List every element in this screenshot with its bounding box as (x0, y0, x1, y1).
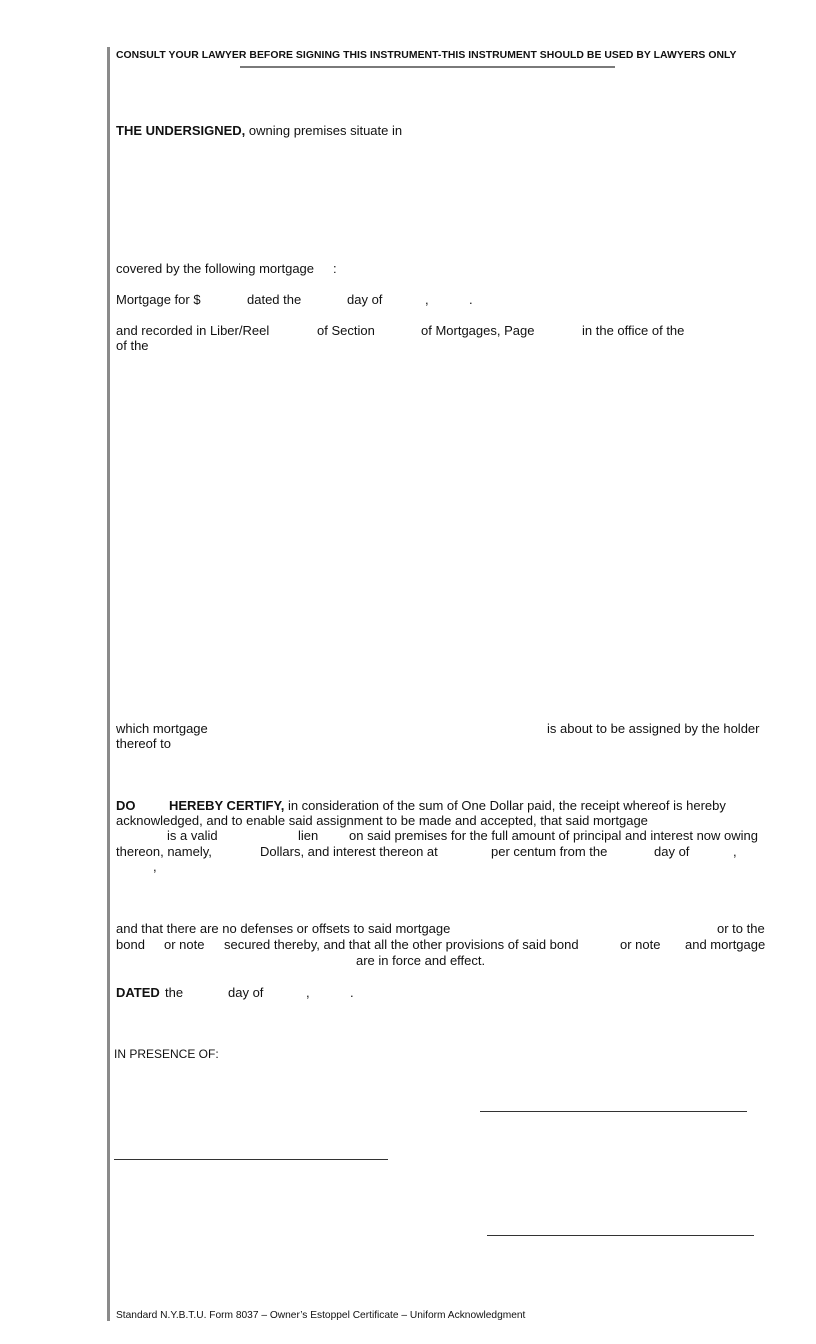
dated-the: the (165, 985, 184, 1000)
hereby-certify-label: HEREBY CERTIFY, (169, 798, 285, 813)
covered-by-text: covered by the following mortgage (116, 261, 315, 276)
certify-line-2: acknowledged, and to enable said assignment to be made and accepted, that said mortgage (116, 813, 648, 828)
dated-label (116, 985, 160, 1000)
undersigned-line (116, 123, 402, 138)
certify-comma-2: , (153, 859, 157, 874)
per-centum-label: per centum from the (491, 844, 608, 859)
in-force-text: are in force and effect. (356, 953, 486, 968)
signature-line-2 (487, 1235, 754, 1236)
mortgage-date-period: . (469, 292, 473, 307)
day-of-label: day of (347, 292, 383, 307)
certify-do (116, 798, 136, 813)
undersigned-label: THE UNDERSIGNED, (116, 123, 246, 138)
warning-header: CONSULT YOUR LAWYER BEFORE SIGNING THIS INSTRUMENT-THIS INSTRUMENT SHOULD BE USED BY LAWYERS ONLY (116, 50, 737, 61)
bond-label: bond (116, 937, 145, 952)
signature-line-1 (480, 1111, 747, 1112)
dated-period: . (350, 985, 354, 1000)
witness-signature-line (114, 1159, 388, 1160)
covered-by-colon: : (333, 261, 337, 276)
which-mortgage-label: which mortgage (116, 721, 208, 736)
thereof-to-label: thereof to (116, 736, 171, 751)
secured-thereby-text: secured thereby, and that all the other provisions of said bond (224, 937, 579, 952)
certify-do-label: DO (116, 798, 136, 813)
dated-bold: DATED (116, 985, 160, 1000)
mortgage-date-comma: , (425, 292, 429, 307)
certify-comma-1: , (733, 844, 737, 859)
of-section-label: of Section (317, 323, 375, 338)
form-footer: Standard N.Y.B.T.U. Form 8037 – Owner’s Estoppel Certificate – Uniform Acknowledgment (116, 1310, 526, 1321)
lien-label: lien (298, 828, 319, 843)
certify-line-1 (169, 798, 769, 813)
dated-comma: , (306, 985, 310, 1000)
left-margin-bar (107, 47, 110, 1321)
or-note-label-1: or note (164, 937, 205, 952)
recorded-in-label: and recorded in Liber/Reel (116, 323, 270, 338)
dated-day-of: day of (228, 985, 264, 1000)
undersigned-text: owning premises situate in (245, 123, 403, 138)
or-note-label-2: or note (620, 937, 661, 952)
of-the-label: of the (116, 338, 149, 353)
or-to-the-text: or to the (717, 921, 765, 936)
mortgage-for-label: Mortgage for $ (116, 292, 201, 307)
no-defenses-text: and that there are no defenses or offsets to said mortgage (116, 921, 451, 936)
of-mortgages-page-label: of Mortgages, Page (421, 323, 535, 338)
certify-line-1-text: in consideration of the sum of One Dollar paid, the receipt whereof is hereby (284, 798, 726, 813)
in-office-label: in the office of the (582, 323, 685, 338)
dated-the-label: dated the (247, 292, 302, 307)
about-to-be-assigned: is about to be assigned by the holder (547, 721, 760, 736)
on-said-premises-text: on said premises for the full amount of principal and interest now owing (349, 828, 758, 843)
thereon-namely-label: thereon, namely, (116, 844, 212, 859)
in-presence-of-label: IN PRESENCE OF: (114, 1047, 219, 1061)
warning-underline (240, 66, 615, 68)
dollars-interest-label: Dollars, and interest thereon at (260, 844, 438, 859)
is-a-valid-label: is a valid (167, 828, 218, 843)
and-mortgage-text: and mortgage (685, 937, 766, 952)
certify-day-of-label: day of (654, 844, 690, 859)
